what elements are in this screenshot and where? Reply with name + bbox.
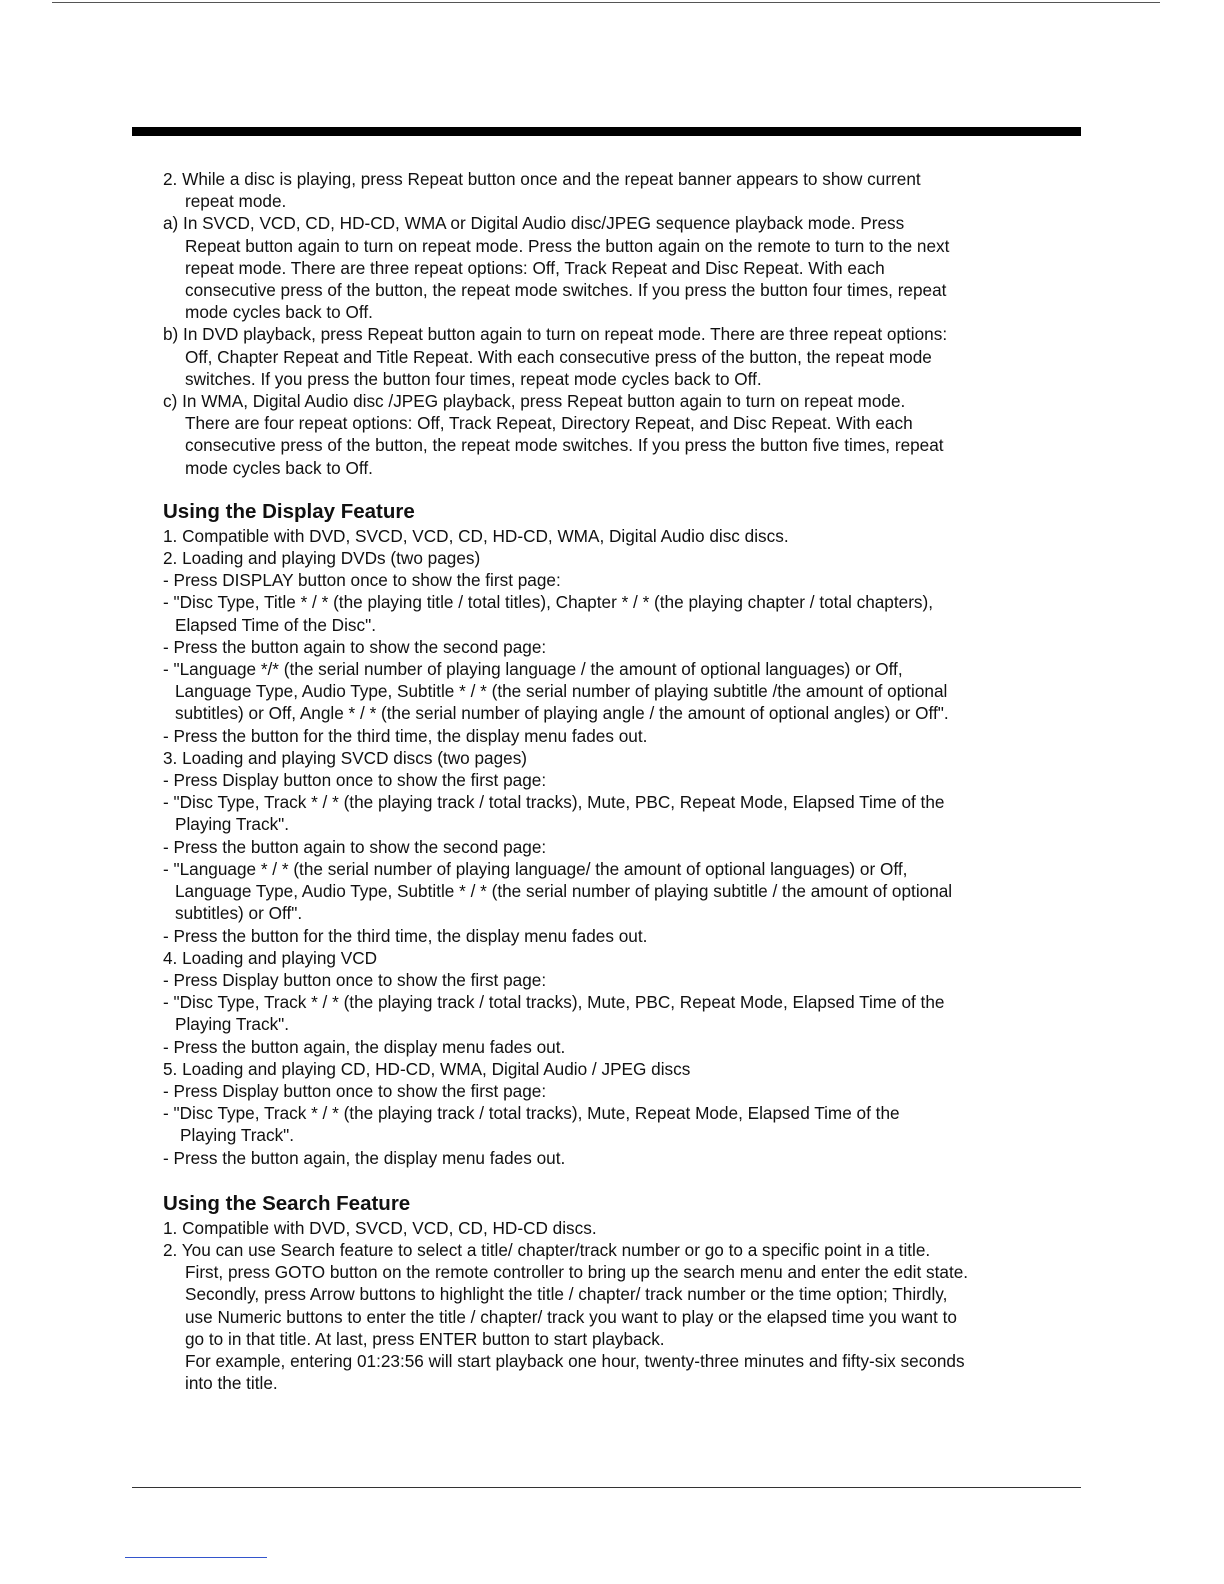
text-line: Playing Track". [180,1125,295,1146]
text-line: mode cycles back to Off. [185,457,373,478]
text-line: repeat mode. There are three repeat options: Off, Track Repeat and Disc Repeat. With each [185,257,885,278]
text-line: - Press the button for the third time, the display menu fades out. [163,725,648,746]
text-line: - Press the button again to show the second page: [163,836,547,857]
header-bar [132,127,1081,136]
repeat-section [163,168,1043,479]
text-line: Secondly, press Arrow buttons to highlight the title / chapter/ track number or the time option; Thirdly, [185,1284,948,1305]
text-line: - Press Display button once to show the first page: [163,770,547,791]
text-line: - Press the button again, the display menu fades out. [163,1036,566,1057]
text-line: - Press the button again, the display menu fades out. [163,1147,566,1168]
text-line: - "Language */* (the serial number of playing language / the amount of optional languages) or Off, [163,659,903,680]
top-rule [52,2,1160,3]
page-content [163,168,1043,1394]
display-feature-heading: Using the Display Feature [163,499,415,523]
search-feature-heading: Using the Search Feature [163,1191,411,1215]
bottom-rule [132,1487,1081,1488]
text-line: 3. Loading and playing SVCD discs (two pages) [163,747,528,768]
text-line: a) In SVCD, VCD, CD, HD-CD, WMA or Digital Audio disc/JPEG sequence playback mode. Press [163,213,905,234]
text-line: Off, Chapter Repeat and Title Repeat. With each consecutive press of the button, the repeat mode [185,346,932,367]
text-line: consecutive press of the button, the repeat mode switches. If you press the button five times, repeat [185,435,944,456]
text-line: For example, entering 01:23:56 will start playback one hour, twenty-three minutes and fifty-six seconds [185,1350,965,1371]
text-line: Playing Track". [175,1014,290,1035]
text-line: - "Disc Type, Track * / * (the playing track / total tracks), Mute, PBC, Repeat Mode, Elapsed Time of the [163,992,945,1013]
text-line: - "Language * / * (the serial number of playing language/ the amount of optional languages) or Off, [163,858,908,879]
text-line: Repeat button again to turn on repeat mode. Press the button again on the remote to turn to the next [185,235,950,256]
text-line: Language Type, Audio Type, Subtitle * / * (the serial number of playing subtitle / the amount of optional [175,881,953,902]
text-line: First, press GOTO button on the remote controller to bring up the search menu and enter the edit state. [185,1262,969,1283]
text-line: 4. Loading and playing VCD [163,947,378,968]
text-line: mode cycles back to Off. [185,302,373,323]
text-line: - Press the button again to show the second page: [163,636,547,657]
text-line: - Press DISPLAY button once to show the first page: [163,570,561,591]
text-line: - "Disc Type, Track * / * (the playing track / total tracks), Mute, PBC, Repeat Mode, Elapsed Time of the [163,792,945,813]
text-line: switches. If you press the button four times, repeat mode cycles back to Off. [185,368,762,389]
text-line: repeat mode. [185,191,287,212]
text-line: 1. Compatible with DVD, SVCD, VCD, CD, HD-CD discs. [163,1217,597,1238]
text-line: - Press the button for the third time, the display menu fades out. [163,925,648,946]
text-line: 2. You can use Search feature to select a title/ chapter/track number or go to a specific point in a title. [163,1239,931,1260]
text-line: - "Disc Type, Track * / * (the playing track / total tracks), Mute, Repeat Mode, Elapsed Time of the [163,1103,900,1124]
text-line: Language Type, Audio Type, Subtitle * / * (the serial number of playing subtitle /the amount of optional [175,681,948,702]
text-line: There are four repeat options: Off, Track Repeat, Directory Repeat, and Disc Repeat. With each [185,413,913,434]
text-line: consecutive press of the button, the repeat mode switches. If you press the button four times, repeat [185,280,947,301]
footer-underline [125,1557,267,1558]
display-section [163,499,1043,1169]
text-line: - Press Display button once to show the first page: [163,969,547,990]
text-line: - Press Display button once to show the first page: [163,1080,547,1101]
text-line: 1. Compatible with DVD, SVCD, VCD, CD, HD-CD, WMA, Digital Audio disc discs. [163,525,789,546]
text-line: 5. Loading and playing CD, HD-CD, WMA, Digital Audio / JPEG discs [163,1058,691,1079]
text-line: subtitles) or Off, Angle * / * (the serial number of playing angle / the amount of optional angles) or Off". [175,703,949,724]
search-section [163,1191,1043,1395]
text-line: - "Disc Type, Title * / * (the playing title / total titles), Chapter * / * (the playing chapter / total chapters), [163,592,934,613]
text-line: Elapsed Time of the Disc". [175,614,376,635]
text-line: b) In DVD playback, press Repeat button again to turn on repeat mode. There are three repeat options: [163,324,948,345]
text-line: c) In WMA, Digital Audio disc /JPEG playback, press Repeat button again to turn on repeat mode. [163,391,906,412]
text-line: Playing Track". [175,814,290,835]
text-line: subtitles) or Off". [175,903,303,924]
text-line: 2. Loading and playing DVDs (two pages) [163,548,481,569]
text-line: into the title. [185,1373,278,1394]
text-line: use Numeric buttons to enter the title / chapter/ track you want to play or the elapsed time you want to [185,1306,957,1327]
text-line: 2. While a disc is playing, press Repeat button once and the repeat banner appears to show current [163,169,921,189]
text-line: go to in that title. At last, press ENTER button to start playback. [185,1328,665,1349]
